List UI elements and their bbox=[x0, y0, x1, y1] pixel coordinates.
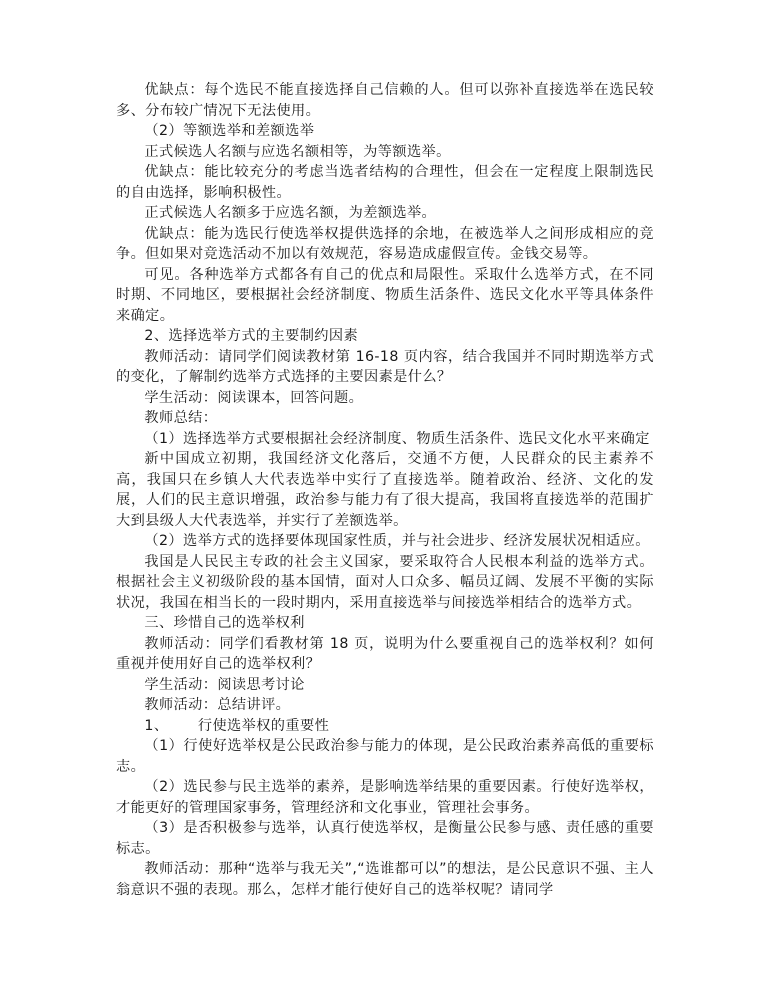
paragraph: 教师活动：总结讲评。 bbox=[144, 697, 291, 713]
paragraph: 优缺点：能比较充分的考虑当选者结构的合理性，但会在一定程度上限制选民的自由选择，影响积极性。 bbox=[116, 164, 654, 201]
paragraph: 优缺点：能为选民行使选举权提供选择的余地，在被选举人之间形成相应的竞争。但如果对竞选活动不加以有效规范，容易造成虚假宣传。金钱交易等。 bbox=[116, 225, 654, 262]
paragraph: 正式候选人名额与应选名额相等，为等额选举。 bbox=[144, 143, 451, 160]
paragraph: （2）选民参与民主选举的素养，是影响选举结果的重要因素。行使好选举权，才能更好的管理国家事务，管理经济和文化事业，管理社会事务。 bbox=[116, 779, 654, 816]
paragraph: 教师活动：同学们看教材第 18 页，说明为什么要重视自己的选举权利？如何重视并使用好自己的选举权利？ bbox=[116, 635, 654, 672]
paragraph: （3）是否积极参与选举，认真行使选举权，是衡量公民参与感、责任感的重要标志。 bbox=[116, 820, 654, 857]
paragraph: 学生活动：阅读课本，回答问题。 bbox=[144, 389, 364, 406]
paragraph: （2）等额选举和差额选举 bbox=[144, 123, 315, 139]
section-heading: 三、珍惜自己的选举权利 bbox=[144, 615, 305, 631]
paragraph: 优缺点：每个选民不能直接选择自己信赖的人。但可以弥补直接选举在选民较多、分布较广情况下无法使用。 bbox=[116, 82, 654, 119]
paragraph: （2）选举方式的选择要体现国家性质，并与社会进步、经济发展状况相适应。 bbox=[144, 533, 650, 549]
paragraph: 新中国成立初期，我国经济文化落后，交通不方便，人民群众的民主素养不高，我国只在乡镇人大代表选举中实行了直接选举。随着政治、经济、文化的发展，人们的民主意识增强，政治参与能力有了很大提高，我国将直接选举的范围扩大到县级人大代表选举，并实行了差额选举。 bbox=[116, 451, 654, 529]
paragraph: （1）行使好选举权是公民政治参与能力的体现，是公民政治素养高低的重要标志。 bbox=[116, 738, 654, 775]
paragraph: 教师活动：那种“选举与我无关”,“选谁都可以”的想法，是公民意识不强、主人翁意识不强的表现。那么，怎样才能行使好自己的选举权呢？请同学 bbox=[116, 861, 654, 898]
section-heading: 1、 行使选举权的重要性 bbox=[144, 717, 330, 734]
paragraph: 教师总结： bbox=[144, 410, 218, 426]
paragraph: 可见。各种选举方式都各有自己的优点和局限性。采取什么选举方式，在不同时期、不同地区，要根据社会经济制度、物质生活条件、选民文化水平等具体条件来确定。 bbox=[116, 266, 654, 324]
section-heading: 2、选择选举方式的主要制约因素 bbox=[144, 328, 359, 344]
paragraph: 教师活动：请同学们阅读教材第 16-18 页内容，结合我国并不同时期选举方式的变化，了解制约选举方式选择的主要因素是什么？ bbox=[116, 348, 654, 385]
paragraph: （1）选择选举方式要根据社会经济制度、物质生活条件、选民文化水平来确定 bbox=[144, 430, 650, 447]
paragraph: 正式候选人名额多于应选名额，为差额选举。 bbox=[144, 205, 437, 221]
paragraph: 学生活动：阅读思考讨论 bbox=[144, 676, 305, 693]
paragraph: 我国是人民民主专政的社会主义国家，要采取符合人民根本利益的选举方式。根据社会主义初级阶段的基本国情，面对人口众多、幅员辽阔、发展不平衡的实际状况，我国在相当长的一段时期内，采用直接选举与间接选举相结合的选举方式。 bbox=[116, 553, 654, 611]
